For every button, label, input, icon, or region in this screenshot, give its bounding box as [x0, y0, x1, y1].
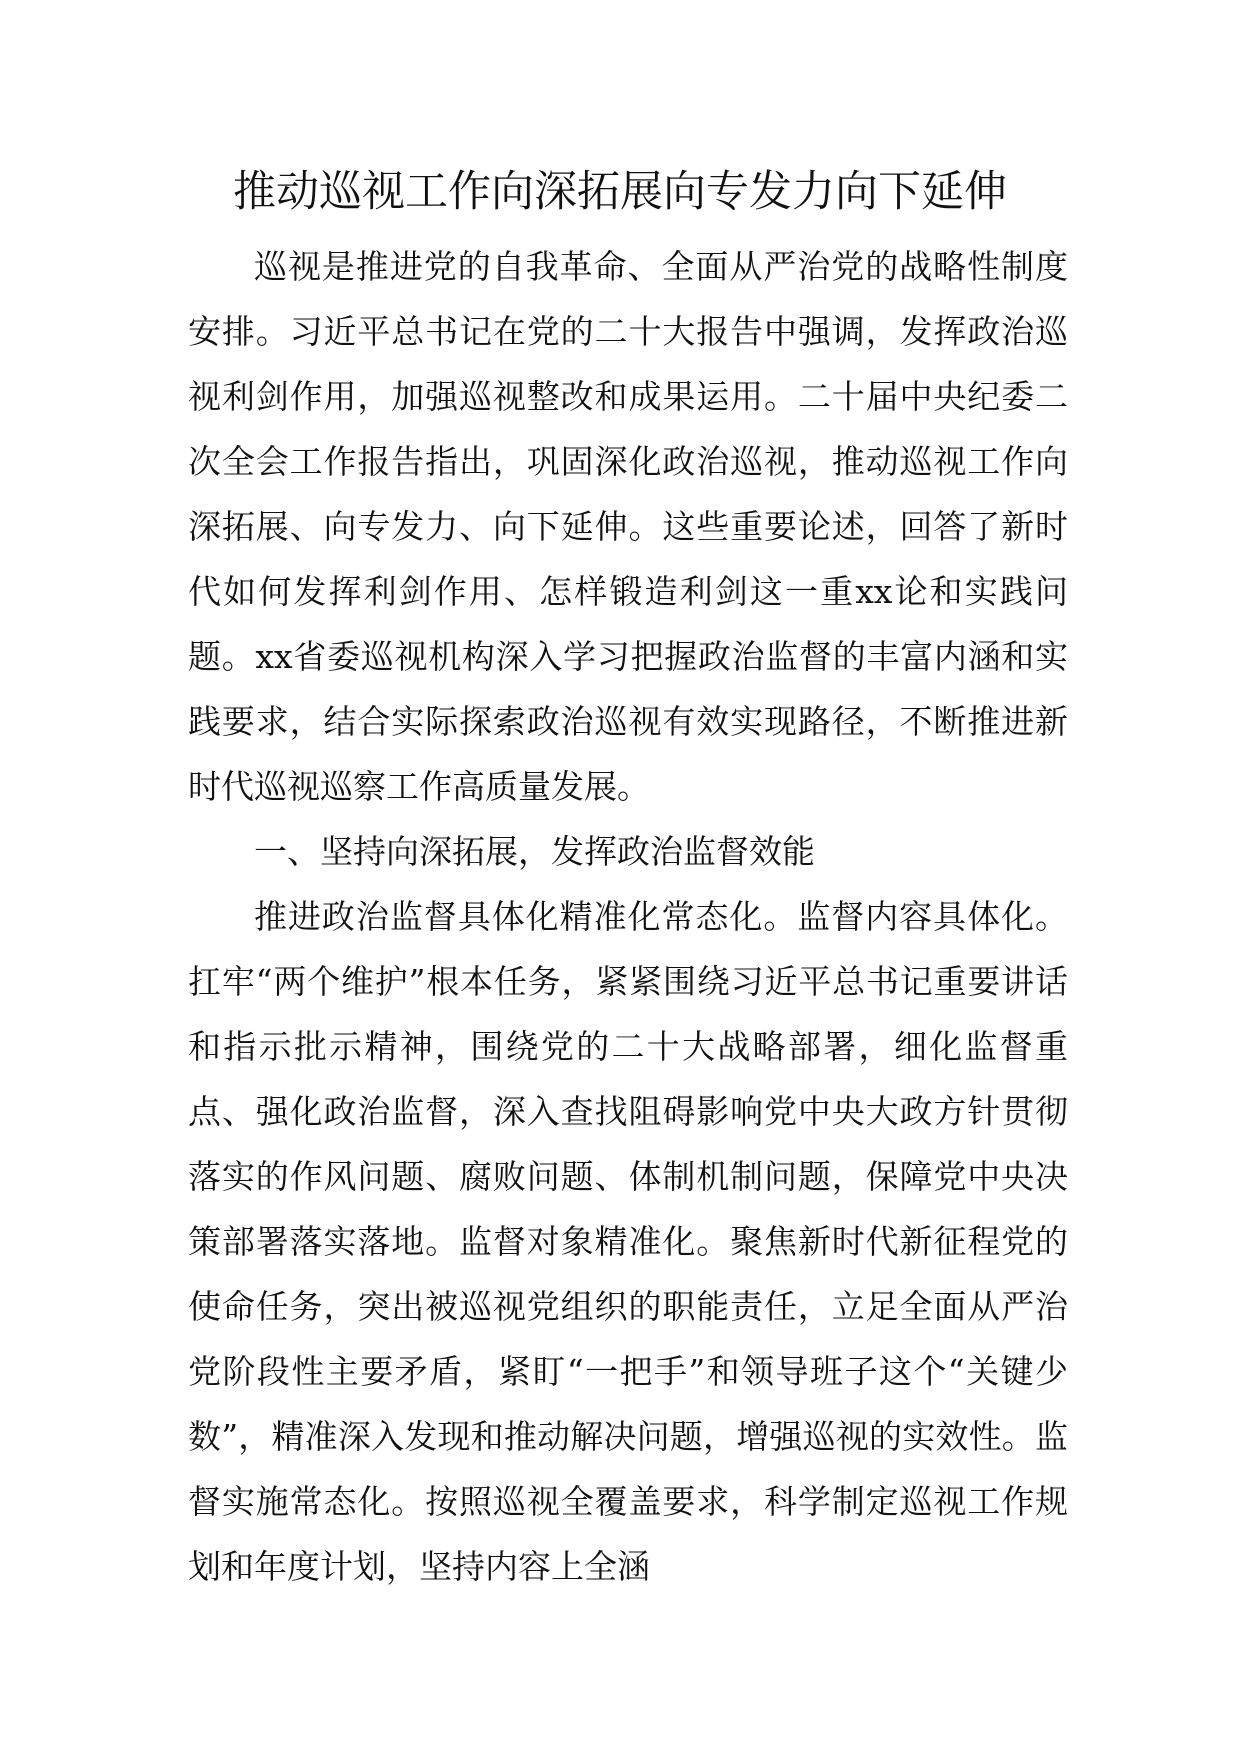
- paragraph-section-1: 推进政治监督具体化精准化常态化。监督内容具体化。扛牢“两个维护”根本任务，紧紧围绕习近平总书记重要讲话和指示批示精神，围绕党的二十大战略部署，细化监督重点、强化政治监督，深入查找阻碍影响党中央大政方针贯彻落实的作风问题、腐败问题、体制机制问题，保障党中央决策部署落实落地。监督对象精准化。聚焦新时代新征程党的使命任务，突出被巡视党组织的职能责任，立足全面从严治党阶段性主要矛盾，紧盯“一把手”和领导班子这个“关键少数”，精准深入发现和推动解决问题，增强巡视的实效性。监督实施常态化。按照巡视全覆盖要求，科学制定巡视工作规划和年度计划，坚持内容上全涵: [188, 897, 1068, 1586]
- document-title: 推动巡视工作向深拓展向专发力向下延伸: [233, 167, 1007, 217]
- paragraph-intro: 巡视是推进党的自我革命、全面从严治党的战略性制度安排。习近平总书记在党的二十大报告中强调，发挥政治巡视利剑作用，加强巡视整改和成果运用。二十届中央纪委二次全会工作报告指出，巩固深化政治巡视，推动巡视工作向深拓展、向专发力、向下延伸。这些重要论述，回答了新时代如何发挥利剑作用、怎样锻造利剑这一重xx论和实践问题。xx省委巡视机构深入学习把握政治监督的丰富内涵和实践要求，结合实际探索政治巡视有效实现路径，不断推进新时代巡视巡察工作高质量发展。: [188, 247, 1068, 806]
- section-heading: 一、坚持向深拓展，发挥政治监督效能: [254, 832, 815, 871]
- document-body: [188, 234, 1068, 1599]
